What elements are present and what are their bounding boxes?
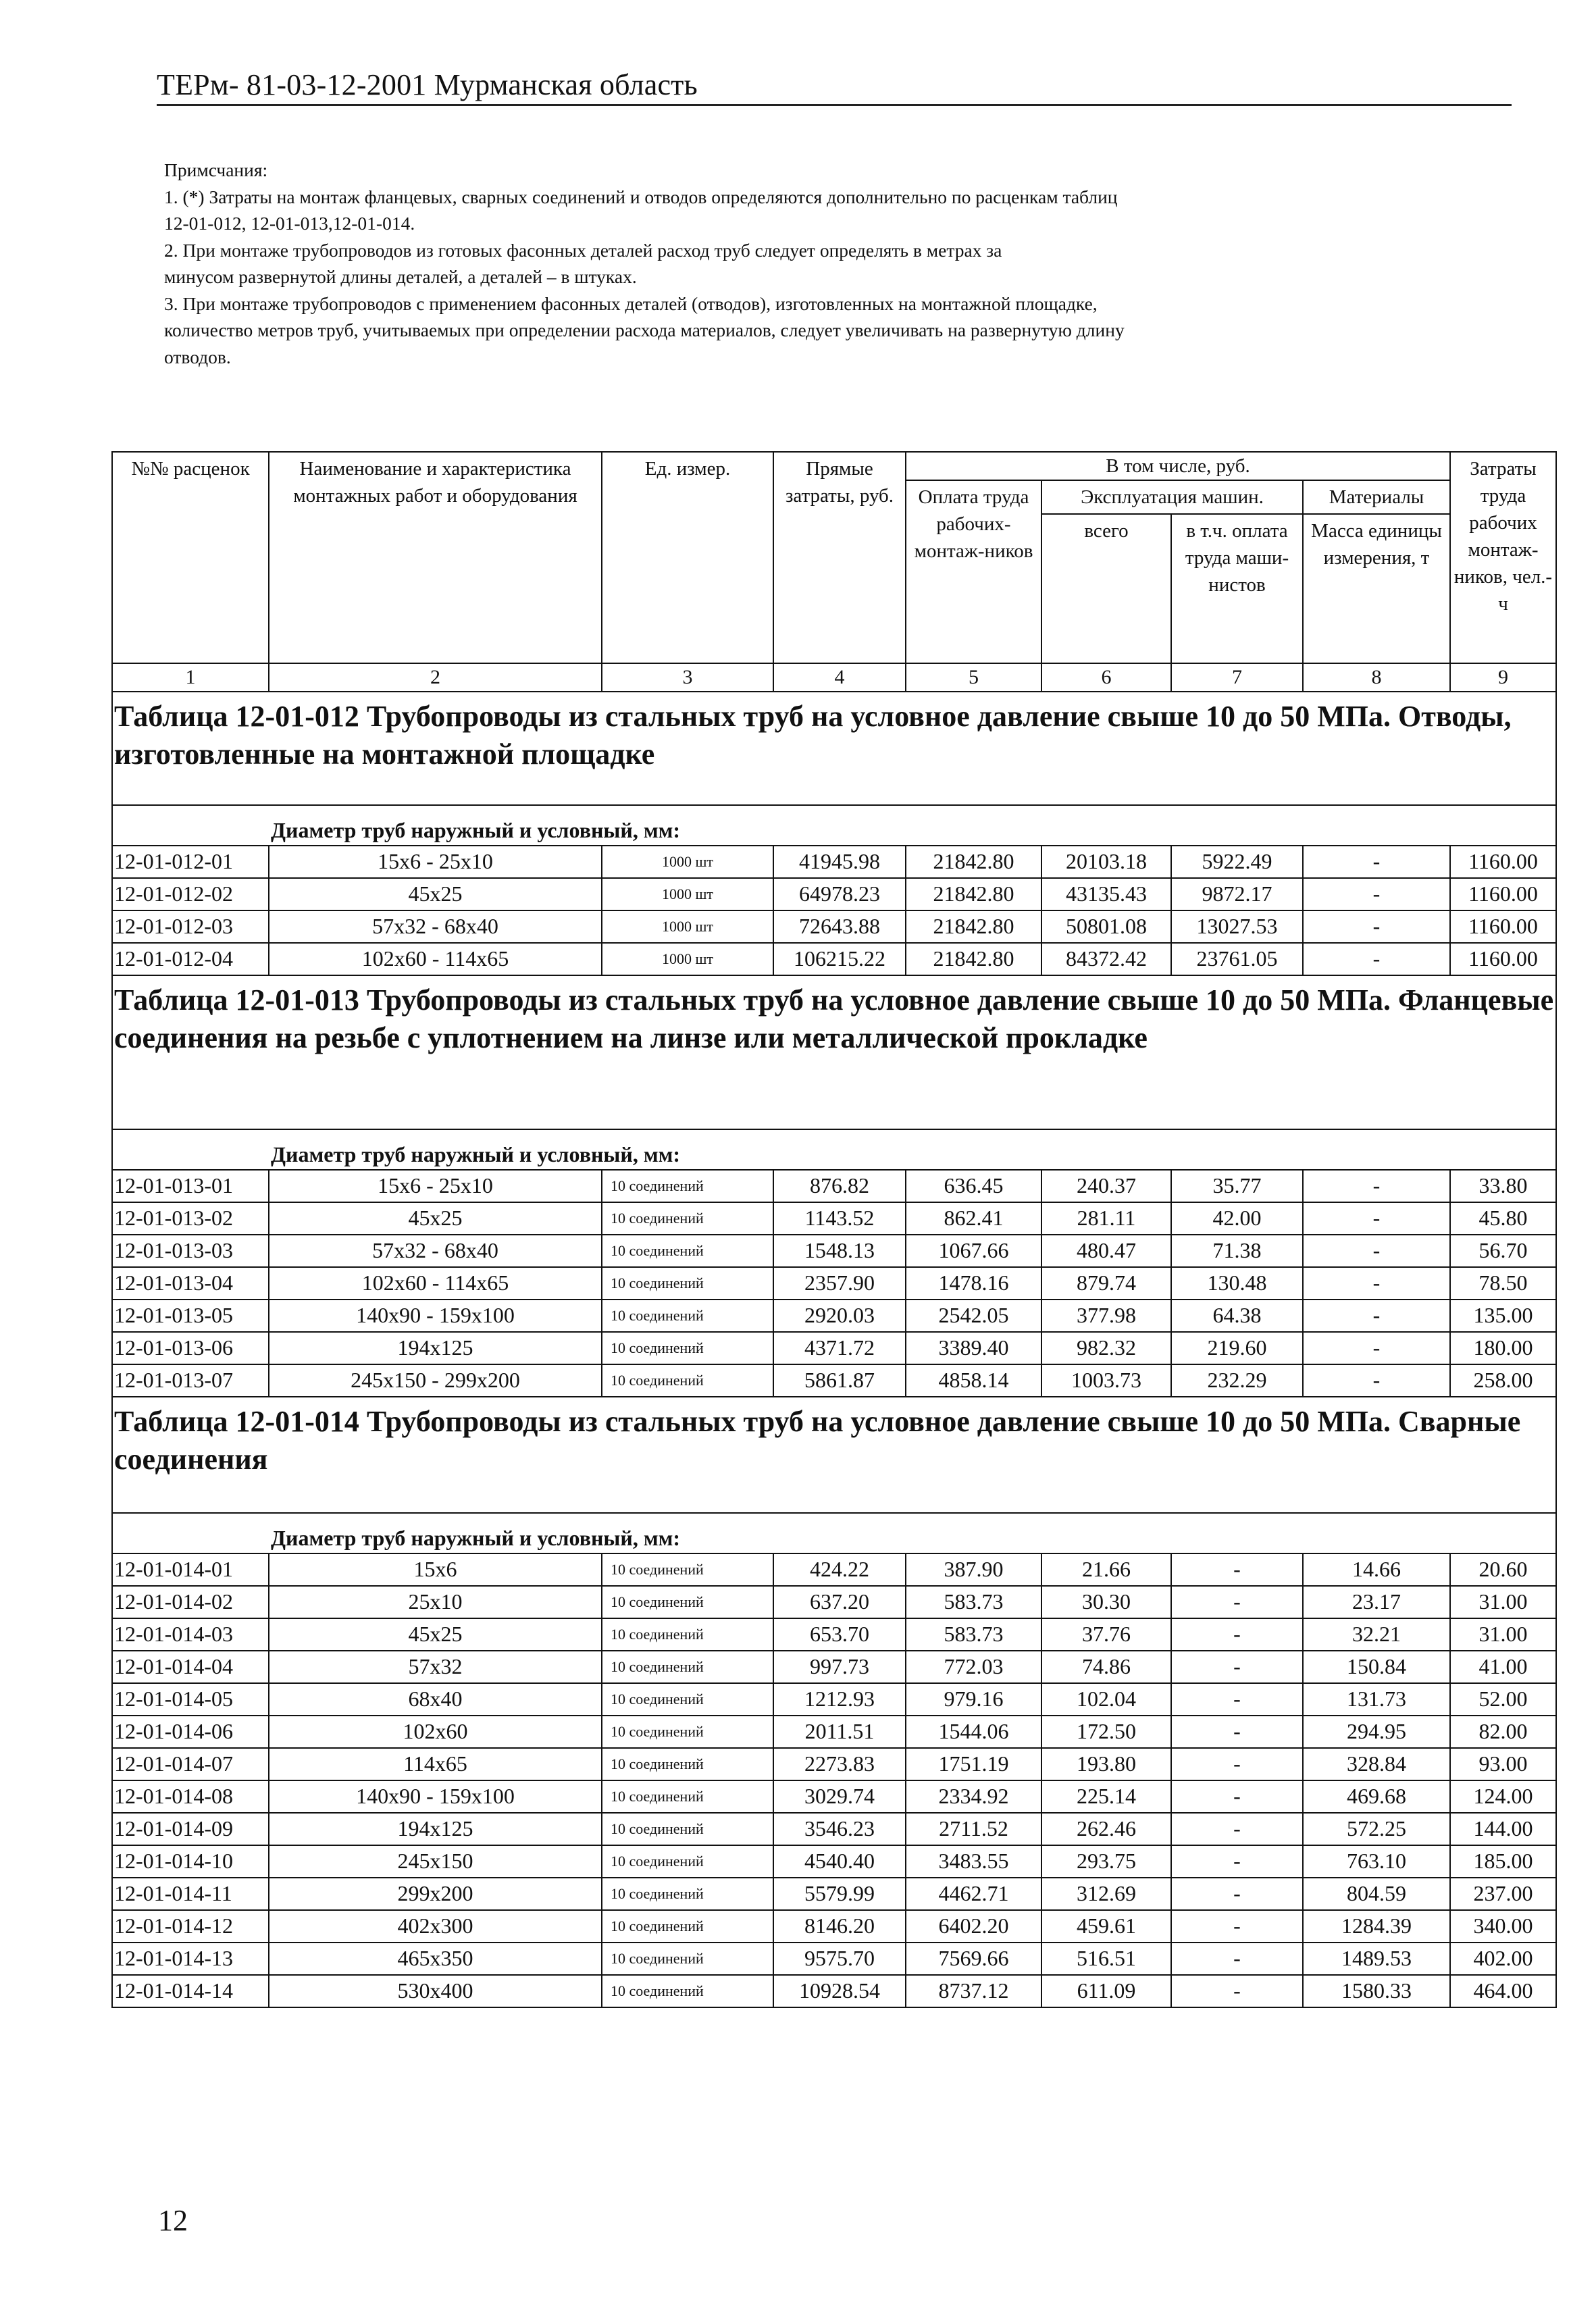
- machinist-pay-cell: -: [1171, 1651, 1303, 1683]
- unit-mass-cell: -: [1303, 1202, 1450, 1235]
- unit-cell: 10 соединений: [602, 1716, 773, 1748]
- direct-costs-cell: 9575.70: [773, 1943, 906, 1975]
- direct-costs-cell: 637.20: [773, 1586, 906, 1618]
- work-description-cell: 57x32 - 68x40: [269, 1235, 602, 1267]
- header-col-name: Наименование и характеристика монтажных работ и оборудования: [269, 452, 602, 663]
- column-number: 1: [112, 663, 269, 692]
- machinist-pay-cell: -: [1171, 1716, 1303, 1748]
- section-title: Таблица 12-01-012 Трубопроводы из стальных труб на условное давление свыше 10 до 50 МПа. Отводы, изготовленные на монтажной площадке: [112, 692, 1556, 805]
- direct-costs-cell: 2357.90: [773, 1267, 906, 1300]
- unit-cell: 10 соединений: [602, 1332, 773, 1364]
- unit-cell: 10 соединений: [602, 1845, 773, 1878]
- unit-mass-cell: -: [1303, 846, 1450, 878]
- unit-cell: 10 соединений: [602, 1170, 773, 1202]
- machines-total-cell: 37.76: [1041, 1618, 1171, 1651]
- direct-costs-cell: 10928.54: [773, 1975, 906, 2007]
- table-row: [112, 1748, 1556, 1780]
- rate-code-cell: 12-01-014-04: [112, 1651, 269, 1683]
- labor-hours-cell: 41.00: [1450, 1651, 1556, 1683]
- labor-hours-cell: 464.00: [1450, 1975, 1556, 2007]
- worker-pay-cell: 4858.14: [906, 1364, 1041, 1397]
- rate-code-cell: 12-01-013-01: [112, 1170, 269, 1202]
- table-row: [112, 1878, 1556, 1910]
- machines-total-cell: 516.51: [1041, 1943, 1171, 1975]
- table-row: [112, 1716, 1556, 1748]
- work-description-cell: 45x25: [269, 1202, 602, 1235]
- unit-mass-cell: 32.21: [1303, 1618, 1450, 1651]
- unit-mass-cell: -: [1303, 878, 1450, 910]
- diameter-label: Диаметр труб наружный и условный, мм:: [112, 1513, 1556, 1553]
- rate-code-cell: 12-01-014-11: [112, 1878, 269, 1910]
- column-number: 2: [269, 663, 602, 692]
- rate-code-cell: 12-01-013-07: [112, 1364, 269, 1397]
- table-row: [112, 1202, 1556, 1235]
- machines-total-cell: 84372.42: [1041, 943, 1171, 975]
- direct-costs-cell: 653.70: [773, 1618, 906, 1651]
- worker-pay-cell: 583.73: [906, 1586, 1041, 1618]
- note-line: 3. При монтаже трубопроводов с применением фасонных деталей (отводов), изготовленных на монтажной площадке,: [164, 292, 1098, 314]
- work-description-cell: 15x6 - 25x10: [269, 1170, 602, 1202]
- unit-mass-cell: 294.95: [1303, 1716, 1450, 1748]
- unit-cell: 10 соединений: [602, 1748, 773, 1780]
- work-description-cell: 245x150: [269, 1845, 602, 1878]
- unit-cell: 10 соединений: [602, 1364, 773, 1397]
- table-row: [112, 910, 1556, 943]
- unit-mass-cell: 572.25: [1303, 1813, 1450, 1845]
- unit-mass-cell: -: [1303, 1332, 1450, 1364]
- header-col-code: №№ расценок: [112, 452, 269, 663]
- rate-code-cell: 12-01-014-02: [112, 1586, 269, 1618]
- machines-total-cell: 312.69: [1041, 1878, 1171, 1910]
- machines-total-cell: 102.04: [1041, 1683, 1171, 1716]
- work-description-cell: 140x90 - 159x100: [269, 1780, 602, 1813]
- machines-total-cell: 982.32: [1041, 1332, 1171, 1364]
- machines-total-cell: 20103.18: [1041, 846, 1171, 878]
- diameter-label-row: [112, 1513, 1556, 1553]
- unit-mass-cell: -: [1303, 910, 1450, 943]
- machines-total-cell: 293.75: [1041, 1845, 1171, 1878]
- unit-cell: 10 соединений: [602, 1910, 773, 1943]
- direct-costs-cell: 72643.88: [773, 910, 906, 943]
- unit-cell: 1000 шт: [602, 910, 773, 943]
- rate-code-cell: 12-01-014-14: [112, 1975, 269, 2007]
- direct-costs-cell: 5861.87: [773, 1364, 906, 1397]
- worker-pay-cell: 772.03: [906, 1651, 1041, 1683]
- work-description-cell: 68x40: [269, 1683, 602, 1716]
- worker-pay-cell: 3389.40: [906, 1332, 1041, 1364]
- diameter-label: Диаметр труб наружный и условный, мм:: [112, 1129, 1556, 1170]
- machines-total-cell: 74.86: [1041, 1651, 1171, 1683]
- table-row: [112, 1364, 1556, 1397]
- work-description-cell: 15x6 - 25x10: [269, 846, 602, 878]
- labor-hours-cell: 124.00: [1450, 1780, 1556, 1813]
- rate-code-cell: 12-01-014-07: [112, 1748, 269, 1780]
- work-description-cell: 102x60 - 114x65: [269, 1267, 602, 1300]
- rate-code-cell: 12-01-014-08: [112, 1780, 269, 1813]
- direct-costs-cell: 876.82: [773, 1170, 906, 1202]
- column-number: 5: [906, 663, 1041, 692]
- machines-total-cell: 1003.73: [1041, 1364, 1171, 1397]
- diameter-label: Диаметр труб наружный и условный, мм:: [112, 805, 1556, 846]
- column-number: 6: [1041, 663, 1171, 692]
- unit-cell: 10 соединений: [602, 1780, 773, 1813]
- notes-heading: Примсчания:: [164, 159, 268, 180]
- machinist-pay-cell: -: [1171, 1813, 1303, 1845]
- unit-cell: 10 соединений: [602, 1651, 773, 1683]
- labor-hours-cell: 185.00: [1450, 1845, 1556, 1878]
- worker-pay-cell: 21842.80: [906, 846, 1041, 878]
- labor-hours-cell: 56.70: [1450, 1235, 1556, 1267]
- labor-hours-cell: 1160.00: [1450, 910, 1556, 943]
- unit-mass-cell: 131.73: [1303, 1683, 1450, 1716]
- header-col-unit-mass: Масса единицы измерения, т: [1303, 514, 1450, 663]
- work-description-cell: 299x200: [269, 1878, 602, 1910]
- work-description-cell: 57x32: [269, 1651, 602, 1683]
- note-line: минусом развернутой длины деталей, а деталей – в штуках.: [164, 266, 637, 287]
- unit-cell: 10 соединений: [602, 1267, 773, 1300]
- machinist-pay-cell: -: [1171, 1975, 1303, 2007]
- machinist-pay-cell: -: [1171, 1618, 1303, 1651]
- machinist-pay-cell: 35.77: [1171, 1170, 1303, 1202]
- header-col-direct-costs: Прямые затраты, руб.: [773, 452, 906, 663]
- unit-mass-cell: -: [1303, 1235, 1450, 1267]
- direct-costs-cell: 2011.51: [773, 1716, 906, 1748]
- work-description-cell: 25x10: [269, 1586, 602, 1618]
- direct-costs-cell: 2920.03: [773, 1300, 906, 1332]
- table-row: [112, 1170, 1556, 1202]
- unit-mass-cell: 23.17: [1303, 1586, 1450, 1618]
- rate-code-cell: 12-01-014-09: [112, 1813, 269, 1845]
- table-row: [112, 1975, 1556, 2007]
- work-description-cell: 245x150 - 299x200: [269, 1364, 602, 1397]
- unit-cell: 10 соединений: [602, 1586, 773, 1618]
- table-row: [112, 1813, 1556, 1845]
- unit-mass-cell: 150.84: [1303, 1651, 1450, 1683]
- machinist-pay-cell: -: [1171, 1553, 1303, 1586]
- unit-cell: 10 соединений: [602, 1235, 773, 1267]
- machinist-pay-cell: -: [1171, 1878, 1303, 1910]
- worker-pay-cell: 1751.19: [906, 1748, 1041, 1780]
- direct-costs-cell: 106215.22: [773, 943, 906, 975]
- labor-hours-cell: 93.00: [1450, 1748, 1556, 1780]
- worker-pay-cell: 1067.66: [906, 1235, 1041, 1267]
- machines-total-cell: 480.47: [1041, 1235, 1171, 1267]
- unit-cell: 10 соединений: [602, 1943, 773, 1975]
- rate-code-cell: 12-01-013-05: [112, 1300, 269, 1332]
- machinist-pay-cell: -: [1171, 1748, 1303, 1780]
- unit-cell: 1000 шт: [602, 878, 773, 910]
- unit-mass-cell: 1489.53: [1303, 1943, 1450, 1975]
- direct-costs-cell: 4371.72: [773, 1332, 906, 1364]
- direct-costs-cell: 997.73: [773, 1651, 906, 1683]
- machinist-pay-cell: -: [1171, 1586, 1303, 1618]
- rate-code-cell: 12-01-014-01: [112, 1553, 269, 1586]
- worker-pay-cell: 1478.16: [906, 1267, 1041, 1300]
- machines-total-cell: 879.74: [1041, 1267, 1171, 1300]
- unit-cell: 10 соединений: [602, 1553, 773, 1586]
- notes-block: [164, 157, 1515, 370]
- worker-pay-cell: 387.90: [906, 1553, 1041, 1586]
- rate-code-cell: 12-01-013-04: [112, 1267, 269, 1300]
- worker-pay-cell: 2711.52: [906, 1813, 1041, 1845]
- note-line: количество метров труб, учитываемых при определении расхода материалов, следует увеличивать на развернутую длину: [164, 319, 1125, 340]
- header-col-machines-total: всего: [1041, 514, 1171, 663]
- header-col-worker-pay: Оплата труда рабочих-монтаж-ников: [906, 480, 1041, 663]
- rate-code-cell: 12-01-012-02: [112, 878, 269, 910]
- machinist-pay-cell: -: [1171, 1780, 1303, 1813]
- table-row: [112, 1780, 1556, 1813]
- section-title: Таблица 12-01-013 Трубопроводы из стальных труб на условное давление свыше 10 до 50 МПа. Фланцевые соединения на резьбе с уплотнением на линзе или металлической прокладке: [112, 975, 1556, 1129]
- diameter-label-row: [112, 1129, 1556, 1170]
- table-row: [112, 1651, 1556, 1683]
- machines-total-cell: 377.98: [1041, 1300, 1171, 1332]
- header-group-machines: Эксплуатация машин.: [1041, 480, 1303, 514]
- worker-pay-cell: 6402.20: [906, 1910, 1041, 1943]
- rate-code-cell: 12-01-012-03: [112, 910, 269, 943]
- header-rule: [157, 104, 1512, 106]
- table-row: [112, 1267, 1556, 1300]
- unit-mass-cell: 804.59: [1303, 1878, 1450, 1910]
- work-description-cell: 102x60: [269, 1716, 602, 1748]
- unit-cell: 10 соединений: [602, 1618, 773, 1651]
- unit-cell: 10 соединений: [602, 1300, 773, 1332]
- work-description-cell: 140x90 - 159x100: [269, 1300, 602, 1332]
- rate-code-cell: 12-01-014-12: [112, 1910, 269, 1943]
- unit-mass-cell: 1580.33: [1303, 1975, 1450, 2007]
- machinist-pay-cell: 232.29: [1171, 1364, 1303, 1397]
- rate-code-cell: 12-01-014-05: [112, 1683, 269, 1716]
- machinist-pay-cell: -: [1171, 1910, 1303, 1943]
- unit-mass-cell: 469.68: [1303, 1780, 1450, 1813]
- worker-pay-cell: 862.41: [906, 1202, 1041, 1235]
- labor-hours-cell: 1160.00: [1450, 943, 1556, 975]
- header-group-including: В том числе, руб.: [906, 452, 1450, 480]
- column-numbers-row: [112, 663, 1556, 692]
- header-col-machinist-pay: в т.ч. оплата труда маши-нистов: [1171, 514, 1303, 663]
- rate-code-cell: 12-01-014-10: [112, 1845, 269, 1878]
- unit-mass-cell: 14.66: [1303, 1553, 1450, 1586]
- labor-hours-cell: 82.00: [1450, 1716, 1556, 1748]
- machines-total-cell: 611.09: [1041, 1975, 1171, 2007]
- table-row: [112, 1618, 1556, 1651]
- rate-code-cell: 12-01-014-13: [112, 1943, 269, 1975]
- machines-total-cell: 240.37: [1041, 1170, 1171, 1202]
- section-title: Таблица 12-01-014 Трубопроводы из стальных труб на условное давление свыше 10 до 50 МПа. Сварные соединения: [112, 1397, 1556, 1513]
- section-title-row: [112, 1397, 1556, 1513]
- machinist-pay-cell: 71.38: [1171, 1235, 1303, 1267]
- machinist-pay-cell: 5922.49: [1171, 846, 1303, 878]
- work-description-cell: 114x65: [269, 1748, 602, 1780]
- machinist-pay-cell: 130.48: [1171, 1267, 1303, 1300]
- unit-cell: 10 соединений: [602, 1975, 773, 2007]
- page-number: 12: [158, 2204, 188, 2237]
- rate-code-cell: 12-01-013-03: [112, 1235, 269, 1267]
- direct-costs-cell: 2273.83: [773, 1748, 906, 1780]
- machines-total-cell: 30.30: [1041, 1586, 1171, 1618]
- rates-table: [111, 451, 1557, 2008]
- worker-pay-cell: 2542.05: [906, 1300, 1041, 1332]
- labor-hours-cell: 258.00: [1450, 1364, 1556, 1397]
- labor-hours-cell: 20.60: [1450, 1553, 1556, 1586]
- table-row: [112, 1553, 1556, 1586]
- machinist-pay-cell: -: [1171, 1943, 1303, 1975]
- table-row: [112, 943, 1556, 975]
- labor-hours-cell: 52.00: [1450, 1683, 1556, 1716]
- direct-costs-cell: 1143.52: [773, 1202, 906, 1235]
- work-description-cell: 465x350: [269, 1943, 602, 1975]
- worker-pay-cell: 7569.66: [906, 1943, 1041, 1975]
- document-header-title: ТЕРм- 81-03-12-2001 Мурманская область: [157, 68, 698, 101]
- worker-pay-cell: 21842.80: [906, 878, 1041, 910]
- table-row: [112, 1845, 1556, 1878]
- work-description-cell: 45x25: [269, 1618, 602, 1651]
- rate-code-cell: 12-01-012-04: [112, 943, 269, 975]
- column-number: 3: [602, 663, 773, 692]
- worker-pay-cell: 4462.71: [906, 1878, 1041, 1910]
- table-row: [112, 1943, 1556, 1975]
- rate-code-cell: 12-01-014-06: [112, 1716, 269, 1748]
- labor-hours-cell: 1160.00: [1450, 846, 1556, 878]
- worker-pay-cell: 8737.12: [906, 1975, 1041, 2007]
- table-row: [112, 1910, 1556, 1943]
- work-description-cell: 15x6: [269, 1553, 602, 1586]
- work-description-cell: 194x125: [269, 1813, 602, 1845]
- unit-cell: 10 соединений: [602, 1878, 773, 1910]
- direct-costs-cell: 3029.74: [773, 1780, 906, 1813]
- note-line: 1. (*) Затраты на монтаж фланцевых, сварных соединений и отводов определяются дополнительно по расценкам таблиц: [164, 186, 1118, 207]
- direct-costs-cell: 1212.93: [773, 1683, 906, 1716]
- worker-pay-cell: 583.73: [906, 1618, 1041, 1651]
- worker-pay-cell: 636.45: [906, 1170, 1041, 1202]
- machinist-pay-cell: 64.38: [1171, 1300, 1303, 1332]
- section-title-row: [112, 692, 1556, 805]
- unit-cell: 10 соединений: [602, 1813, 773, 1845]
- table-row: [112, 1586, 1556, 1618]
- unit-mass-cell: -: [1303, 943, 1450, 975]
- worker-pay-cell: 2334.92: [906, 1780, 1041, 1813]
- worker-pay-cell: 21842.80: [906, 943, 1041, 975]
- labor-hours-cell: 402.00: [1450, 1943, 1556, 1975]
- machinist-pay-cell: 219.60: [1171, 1332, 1303, 1364]
- direct-costs-cell: 8146.20: [773, 1910, 906, 1943]
- unit-cell: 10 соединений: [602, 1202, 773, 1235]
- machines-total-cell: 459.61: [1041, 1910, 1171, 1943]
- table-row: [112, 1683, 1556, 1716]
- column-number: 7: [1171, 663, 1303, 692]
- direct-costs-cell: 1548.13: [773, 1235, 906, 1267]
- work-description-cell: 530x400: [269, 1975, 602, 2007]
- unit-mass-cell: -: [1303, 1267, 1450, 1300]
- unit-mass-cell: 1284.39: [1303, 1910, 1450, 1943]
- work-description-cell: 194x125: [269, 1332, 602, 1364]
- diameter-label-row: [112, 805, 1556, 846]
- work-description-cell: 402x300: [269, 1910, 602, 1943]
- labor-hours-cell: 144.00: [1450, 1813, 1556, 1845]
- direct-costs-cell: 4540.40: [773, 1845, 906, 1878]
- work-description-cell: 102x60 - 114x65: [269, 943, 602, 975]
- machines-total-cell: 225.14: [1041, 1780, 1171, 1813]
- unit-cell: 1000 шт: [602, 943, 773, 975]
- direct-costs-cell: 5579.99: [773, 1878, 906, 1910]
- labor-hours-cell: 340.00: [1450, 1910, 1556, 1943]
- machines-total-cell: 43135.43: [1041, 878, 1171, 910]
- column-number: 8: [1303, 663, 1450, 692]
- worker-pay-cell: 1544.06: [906, 1716, 1041, 1748]
- rate-code-cell: 12-01-013-06: [112, 1332, 269, 1364]
- rate-code-cell: 12-01-013-02: [112, 1202, 269, 1235]
- labor-hours-cell: 31.00: [1450, 1618, 1556, 1651]
- machinist-pay-cell: 13027.53: [1171, 910, 1303, 943]
- machinist-pay-cell: -: [1171, 1845, 1303, 1878]
- unit-cell: 10 соединений: [602, 1683, 773, 1716]
- rate-code-cell: 12-01-012-01: [112, 846, 269, 878]
- unit-mass-cell: -: [1303, 1364, 1450, 1397]
- header-col-unit: Ед. измер.: [602, 452, 773, 663]
- unit-cell: 1000 шт: [602, 846, 773, 878]
- note-line: отводов.: [164, 346, 231, 367]
- section-title-row: [112, 975, 1556, 1129]
- machines-total-cell: 172.50: [1041, 1716, 1171, 1748]
- machinist-pay-cell: -: [1171, 1683, 1303, 1716]
- direct-costs-cell: 41945.98: [773, 846, 906, 878]
- machines-total-cell: 281.11: [1041, 1202, 1171, 1235]
- machinist-pay-cell: 42.00: [1171, 1202, 1303, 1235]
- machinist-pay-cell: 23761.05: [1171, 943, 1303, 975]
- direct-costs-cell: 64978.23: [773, 878, 906, 910]
- machinist-pay-cell: 9872.17: [1171, 878, 1303, 910]
- unit-mass-cell: 763.10: [1303, 1845, 1450, 1878]
- header-group-materials: Материалы: [1303, 480, 1450, 514]
- labor-hours-cell: 31.00: [1450, 1586, 1556, 1618]
- table-row: [112, 846, 1556, 878]
- machines-total-cell: 262.46: [1041, 1813, 1171, 1845]
- unit-mass-cell: 328.84: [1303, 1748, 1450, 1780]
- worker-pay-cell: 21842.80: [906, 910, 1041, 943]
- column-number: 9: [1450, 663, 1556, 692]
- machines-total-cell: 193.80: [1041, 1748, 1171, 1780]
- machines-total-cell: 21.66: [1041, 1553, 1171, 1586]
- table-row: [112, 1332, 1556, 1364]
- labor-hours-cell: 33.80: [1450, 1170, 1556, 1202]
- unit-mass-cell: -: [1303, 1170, 1450, 1202]
- table-row: [112, 1235, 1556, 1267]
- labor-hours-cell: 180.00: [1450, 1332, 1556, 1364]
- direct-costs-cell: 3546.23: [773, 1813, 906, 1845]
- rate-code-cell: 12-01-014-03: [112, 1618, 269, 1651]
- labor-hours-cell: 45.80: [1450, 1202, 1556, 1235]
- work-description-cell: 57x32 - 68x40: [269, 910, 602, 943]
- work-description-cell: 45x25: [269, 878, 602, 910]
- unit-mass-cell: -: [1303, 1300, 1450, 1332]
- labor-hours-cell: 135.00: [1450, 1300, 1556, 1332]
- worker-pay-cell: 3483.55: [906, 1845, 1041, 1878]
- labor-hours-cell: 78.50: [1450, 1267, 1556, 1300]
- header-col-labor-hours: Затраты труда рабочих монтаж-ников, чел.-ч: [1450, 452, 1556, 663]
- note-line: 12-01-012, 12-01-013,12-01-014.: [164, 213, 415, 234]
- table-row: [112, 878, 1556, 910]
- labor-hours-cell: 237.00: [1450, 1878, 1556, 1910]
- labor-hours-cell: 1160.00: [1450, 878, 1556, 910]
- direct-costs-cell: 424.22: [773, 1553, 906, 1586]
- machines-total-cell: 50801.08: [1041, 910, 1171, 943]
- worker-pay-cell: 979.16: [906, 1683, 1041, 1716]
- column-number: 4: [773, 663, 906, 692]
- table-row: [112, 1300, 1556, 1332]
- note-line: 2. При монтаже трубопроводов из готовых фасонных деталей расход труб следует определять в метрах за: [164, 239, 1002, 261]
